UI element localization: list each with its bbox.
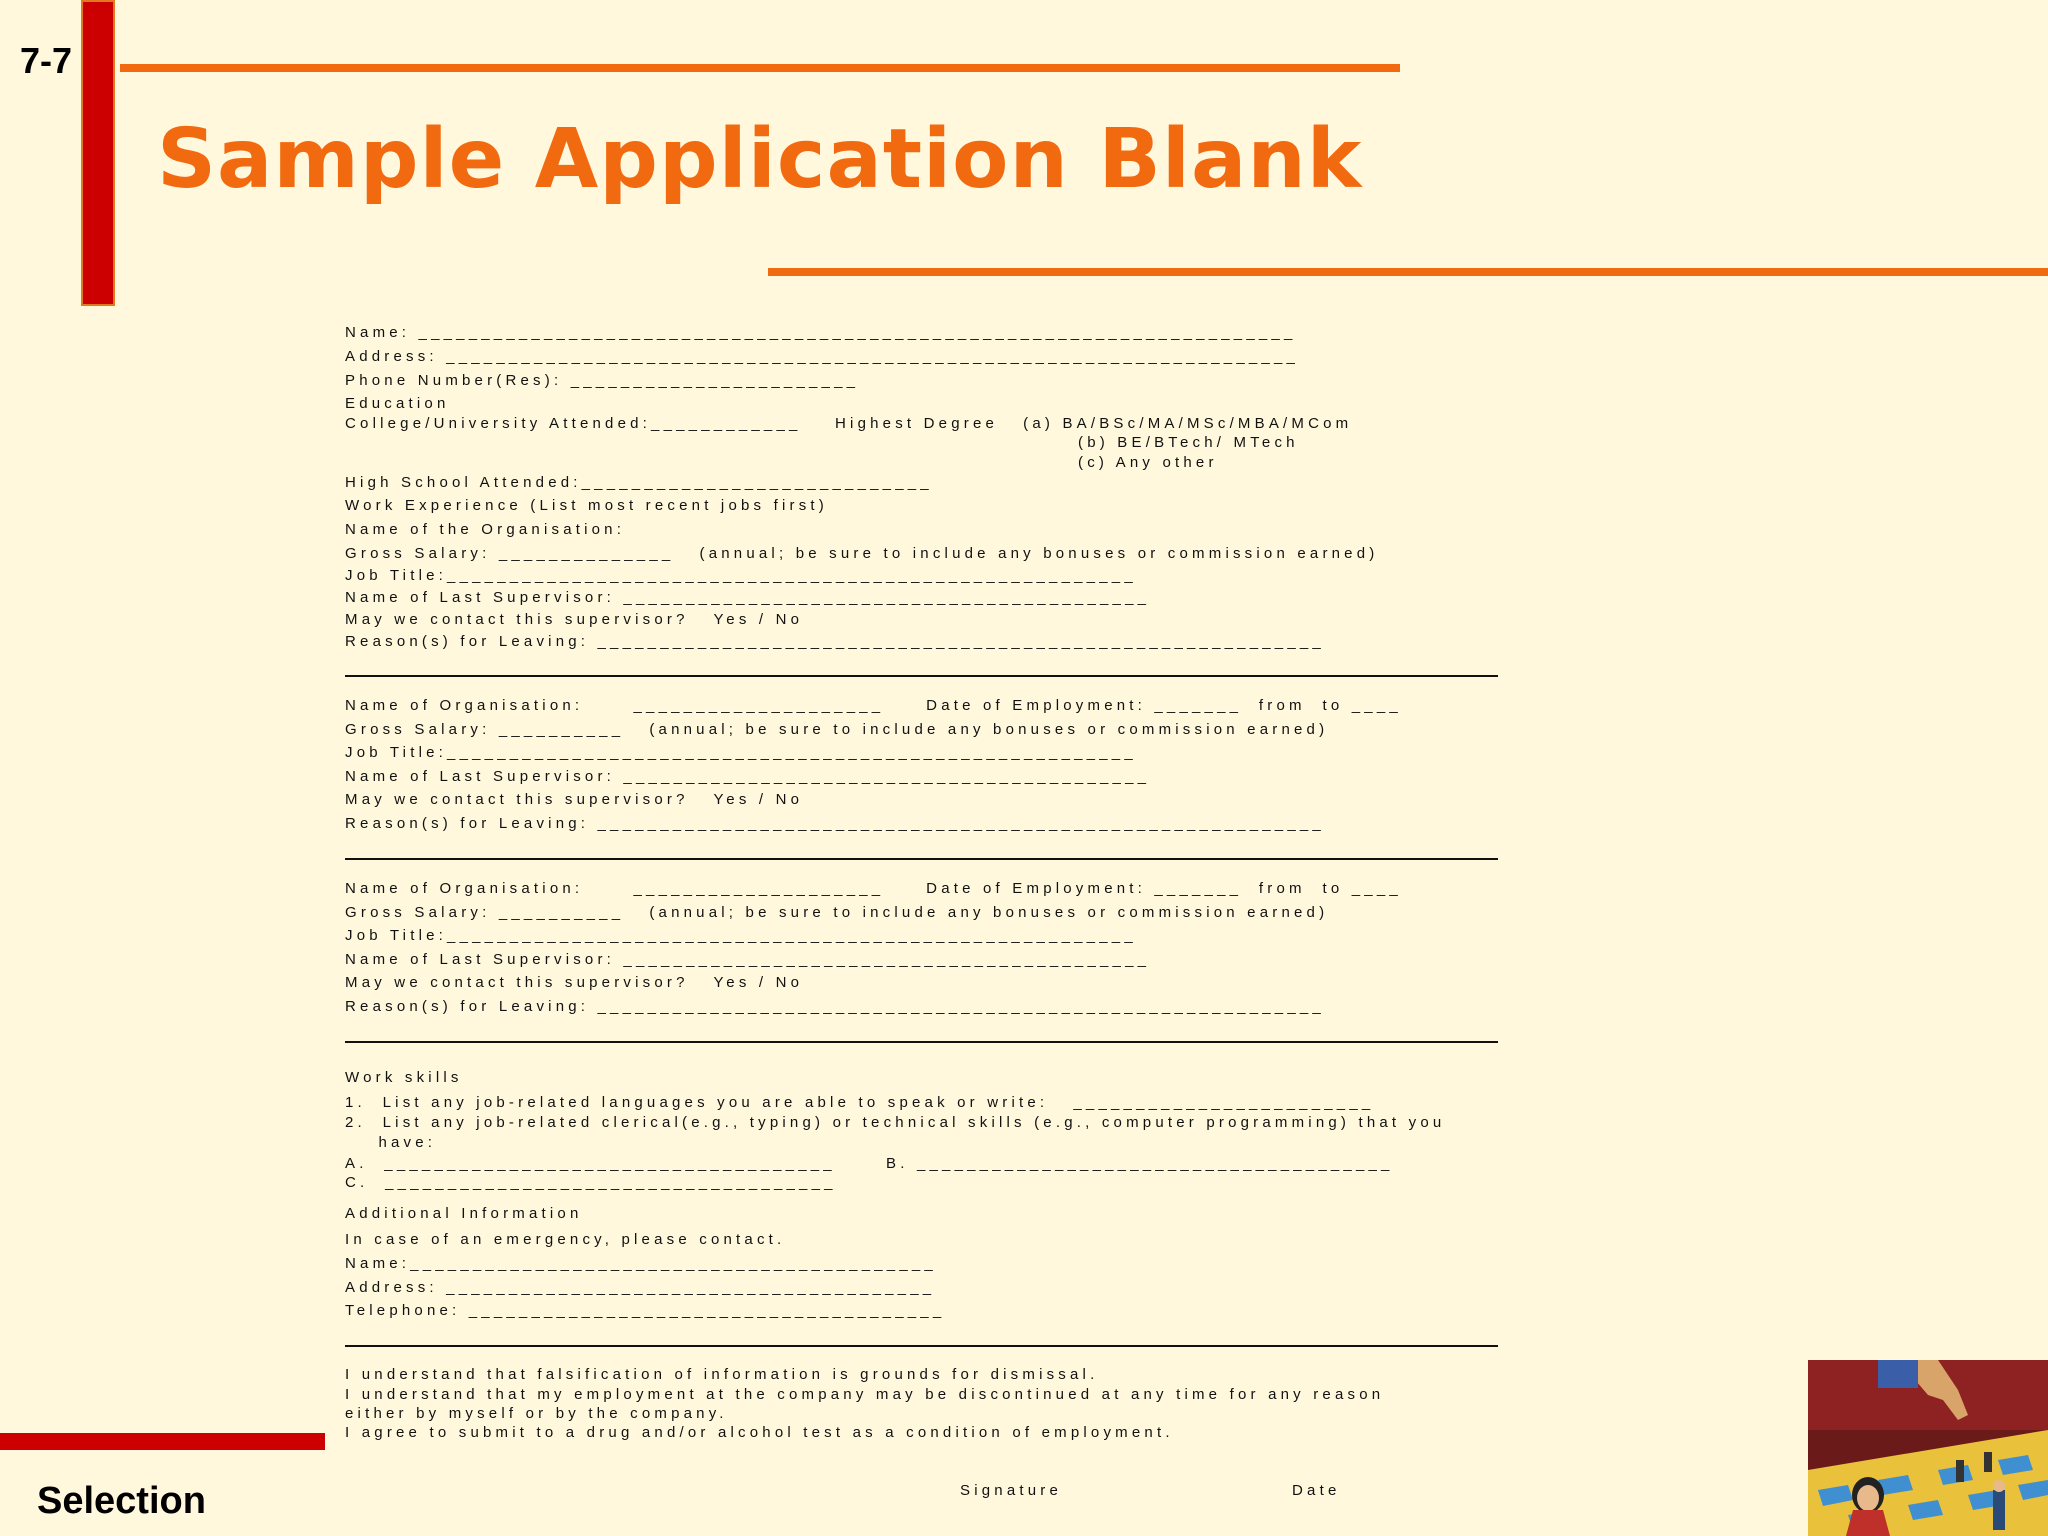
form-emergency-telephone: Telephone: ______________________________________ bbox=[345, 1302, 946, 1319]
form-degree-b: (b) BE/BTech/ MTech bbox=[1078, 434, 1299, 451]
form-declaration-1: I understand that falsification of information is grounds for dismissal. bbox=[345, 1366, 1099, 1383]
form-additional-info-heading: Additional Information bbox=[345, 1205, 583, 1222]
form-gross-salary-2: Gross Salary: __________ (annual; be sure to include any bonuses or commission earned) bbox=[345, 721, 1329, 738]
form-declaration-3: I agree to submit to a drug and/or alcohol test as a condition of employment. bbox=[345, 1424, 1174, 1441]
form-reason-3: Reason(s) for Leaving: __________________________________________________________ bbox=[345, 998, 1325, 1015]
form-skill-c: C. ____________________________________ bbox=[345, 1174, 837, 1191]
form-skill-2b: have: bbox=[345, 1134, 437, 1151]
form-contact-2: May we contact this supervisor? Yes / No bbox=[345, 791, 804, 808]
form-job-title-1: Job Title:_______________________________________________________ bbox=[345, 567, 1137, 584]
form-job-title-3: Job Title:_______________________________________________________ bbox=[345, 927, 1137, 944]
form-name-line: Name: ______________________________________________________________________ bbox=[345, 324, 1297, 341]
accent-line-middle bbox=[768, 268, 2048, 276]
form-skill-1: 1. List any job-related languages you are able to speak or write: ________________________ bbox=[345, 1094, 1375, 1111]
form-contact-3: May we contact this supervisor? Yes / No bbox=[345, 974, 804, 991]
form-declaration-2: I understand that my employment at the company may be discontinued at any time for any reason bbox=[345, 1386, 1385, 1403]
form-org-name-1: Name of the Organisation: bbox=[345, 521, 626, 538]
form-phone-line: Phone Number(Res): _______________________ bbox=[345, 372, 860, 389]
section-divider bbox=[345, 675, 1498, 677]
form-org-name-2: Name of Organisation: ____________________ Date of Employment: _______ from to ____ bbox=[345, 697, 1402, 714]
accent-vertical-bar bbox=[81, 0, 115, 306]
form-gross-salary-1: Gross Salary: ______________ (annual; be sure to include any bonuses or commission earned) bbox=[345, 545, 1379, 562]
form-supervisor-3: Name of Last Supervisor: __________________________________________ bbox=[345, 951, 1151, 968]
form-job-title-2: Job Title:_______________________________________________________ bbox=[345, 744, 1137, 761]
slide-title: Sample Application Blank bbox=[157, 112, 1363, 207]
form-work-experience-heading: Work Experience (List most recent jobs first) bbox=[345, 497, 828, 514]
form-skill-a-b: A. ____________________________________ B. ______________________________________ bbox=[345, 1155, 1394, 1172]
form-college-line: College/University Attended:____________ Highest Degree (a) BA/BSc/MA/MSc/MBA/MCom bbox=[345, 415, 1353, 432]
section-divider bbox=[345, 1345, 1498, 1347]
section-divider bbox=[345, 858, 1498, 860]
form-emergency-name: Name:__________________________________________ bbox=[345, 1255, 937, 1272]
form-skill-2: 2. List any job-related clerical(e.g., typing) or technical skills (e.g., computer programming) that you bbox=[345, 1114, 1446, 1131]
form-supervisor-2: Name of Last Supervisor: __________________________________________ bbox=[345, 768, 1151, 785]
signature-label: Signature bbox=[960, 1482, 1063, 1499]
form-gross-salary-3: Gross Salary: __________ (annual; be sure to include any bonuses or commission earned) bbox=[345, 904, 1329, 921]
form-education-heading: Education bbox=[345, 395, 450, 412]
accent-line-top bbox=[120, 64, 1400, 72]
form-supervisor-1: Name of Last Supervisor: __________________________________________ bbox=[345, 589, 1151, 606]
accent-bottom-bar bbox=[0, 1433, 325, 1450]
form-high-school-line: High School Attended:____________________________ bbox=[345, 474, 933, 491]
form-emergency-line: In case of an emergency, please contact. bbox=[345, 1231, 786, 1248]
slide-number: 7-7 bbox=[20, 40, 73, 81]
form-contact-1: May we contact this supervisor? Yes / No bbox=[345, 611, 804, 628]
date-label: Date bbox=[1292, 1482, 1341, 1499]
section-divider bbox=[345, 1041, 1498, 1043]
form-work-skills-heading: Work skills bbox=[345, 1069, 463, 1086]
form-declaration-2b: either by myself or by the company. bbox=[345, 1405, 728, 1422]
form-address-line: Address: ____________________________________________________________________ bbox=[345, 348, 1300, 365]
business-illustration bbox=[1808, 1360, 2048, 1536]
form-emergency-address: Address: _______________________________________ bbox=[345, 1279, 936, 1296]
form-reason-1: Reason(s) for Leaving: __________________________________________________________ bbox=[345, 633, 1325, 650]
form-degree-c: (c) Any other bbox=[1078, 454, 1218, 471]
section-label: Selection bbox=[37, 1480, 206, 1522]
form-reason-2: Reason(s) for Leaving: __________________________________________________________ bbox=[345, 815, 1325, 832]
form-org-name-3: Name of Organisation: ____________________ Date of Employment: _______ from to ____ bbox=[345, 880, 1402, 897]
